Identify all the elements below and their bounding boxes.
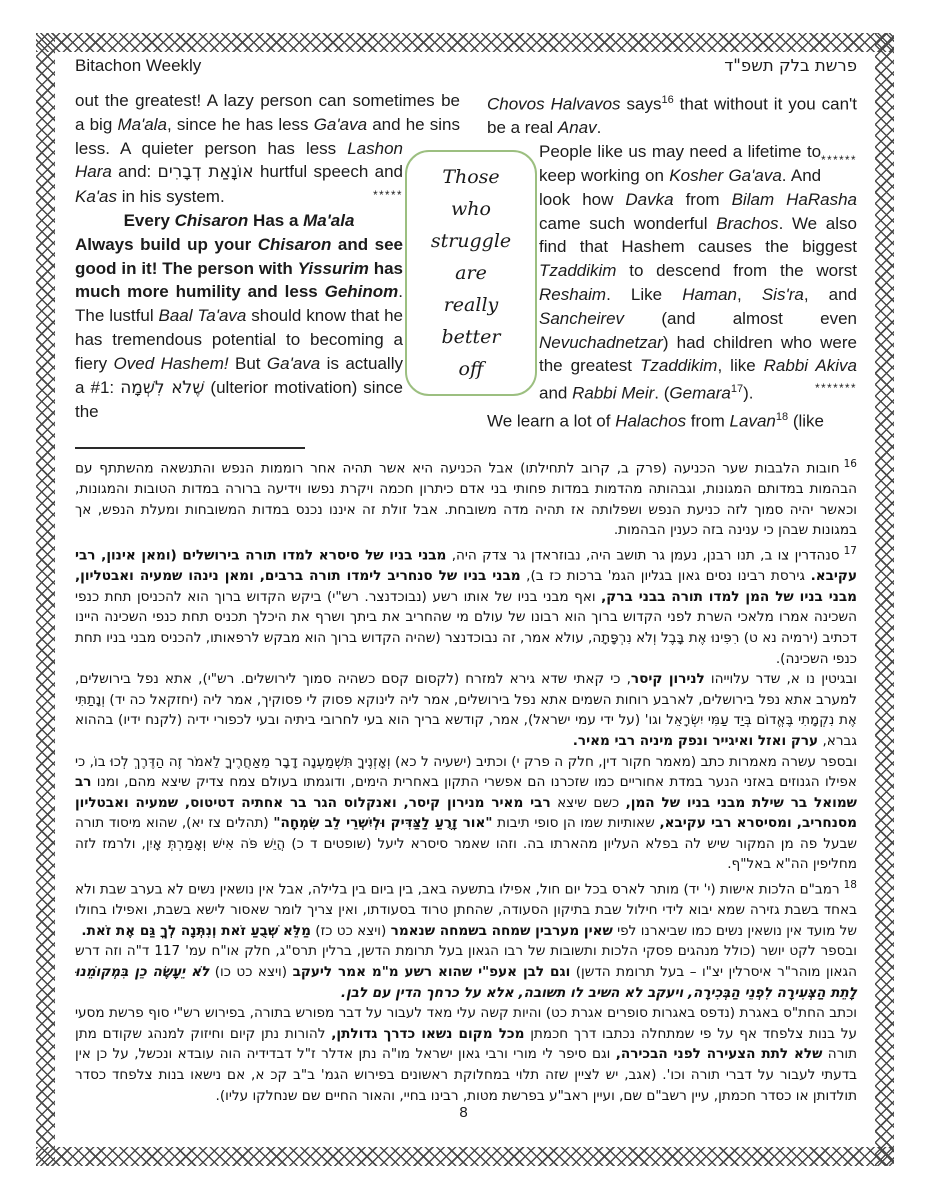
- text-run: . Like: [606, 285, 683, 305]
- paragraph: [75, 89, 460, 209]
- text-run: רב שמואל בר שילת מבני בניו של המן,: [75, 774, 857, 811]
- text-run: שלא לתת הצעירה לפני הבכירה,: [615, 1046, 823, 1063]
- text-run: (ויצא כט כז): [310, 922, 391, 939]
- text-run: Lashon Hara: [75, 138, 403, 182]
- text-run: ואף מבני בניו של אותו רשע (נבוכדנצר. רש"י) ביקש הקדוש ברוך הוא להכניסן תחת כנפי השכינה אמרו מלאכי השרת לפני הקדוש ברוך הוא רבונו של עולם מי שהחריב את ביתך ושרף את היכלך תכניס תחת כנפי השכינה היינו דכתיב (ירמיה נא ט) רִפִּינוּ אֶת בָּבֶל וְלֹא נִרְפָּתָה, עולא אמר, זה נבוכדנצר (שהיה הקדוש ברוך הוא מבקש לרפאותו, להכניס מבני בניו תחת כנפי השכינה).: [75, 588, 857, 667]
- text-run: (like: [788, 411, 825, 431]
- text-run: came such wonderful: [539, 213, 717, 233]
- text-run: גירסת רבינו נסים גאון בגליון הגמ' ברכות כז ב),: [520, 568, 811, 585]
- text-run: Chisaron: [257, 234, 332, 254]
- asterisk-divider: ******: [821, 155, 857, 167]
- page-content: [75, 55, 857, 1106]
- text-run: Nevuchadnetzar: [539, 332, 663, 352]
- text-run: Bilam HaRasha: [731, 189, 857, 209]
- pull-quote-line: really: [443, 294, 499, 316]
- asterisk-divider: *****: [373, 190, 403, 203]
- text-run: וגם סיפר לי מורי ורבי גאון ישראל מו"ה נתן אדלר ז"ל דבדידיה הוה עובדא ונכשל, על כן אין בדעתי לעבור על דברי תורה וכו'. (אגב, יש לציין שזה תלוי במחלוקת ראשונים בפירוש הגמ' ב"ב קכ א, אם נישאו בנות צלפחד כסדר תולדותן או כסדר חכמתן, עיין רשב"ם שם, ועיין ראב"ע בפרשת מטות, רבינו בחיי, והאור החיים שם שנחלקו עליו).: [75, 1046, 857, 1104]
- text-run: Kosher Ga'ava: [669, 166, 782, 186]
- body-columns: [75, 89, 857, 433]
- text-run: Has a: [248, 210, 304, 230]
- footnote-separator: [75, 447, 305, 449]
- text-run: מַלֵּא שְׁבֻעַ זֹאת וְנִתְּנָה לְךָ גַּם אֶת זֹאת.: [81, 922, 311, 939]
- pull-quote-line: struggle: [430, 230, 512, 252]
- footnote-paragraph: [75, 941, 857, 1003]
- text-run: in his system.: [117, 187, 225, 207]
- text-run: and:: [111, 162, 158, 182]
- text-run: from: [686, 411, 730, 431]
- text-run: Tzaddikim: [640, 356, 718, 376]
- text-run: Always build up your: [75, 234, 258, 254]
- text-run: Haman: [682, 285, 738, 305]
- text-run: .: [596, 118, 602, 138]
- page-header: [75, 55, 857, 77]
- text-run: Rabbi Akiva: [763, 356, 857, 376]
- text-run: שאין מערבין שמחה בשמחה שנאמר: [390, 922, 613, 939]
- footnote: [75, 454, 857, 541]
- text-run: וגם לבן אעפ"י שהוא רשע מ"מ אמר ליעקב: [292, 963, 571, 980]
- text-run: We learn a lot of: [487, 411, 616, 431]
- text-run: שאותיות שמו הן סופי תיבות: [492, 815, 660, 832]
- footnote: [75, 875, 857, 1106]
- text-run: Sancheirev: [539, 308, 625, 328]
- text-run: and see good in it! The person with: [75, 234, 403, 278]
- text-run: Halachos: [615, 411, 687, 431]
- text-run: that without it you can't be a real: [487, 94, 858, 138]
- text-run: Davka: [625, 189, 674, 209]
- text-run: מבני בניו של סנחריב לימדו תורה ברבים, ומאן נינהו שמעיה ואבטליון, מבני בניו של המן למדו תורה בבני ברק,: [75, 568, 857, 605]
- text-run: Chisaron: [174, 210, 249, 230]
- footnote-reference: 16: [661, 94, 674, 106]
- text-run: should know that he has tremendous potential to becoming a fiery: [75, 306, 403, 373]
- text-run: But: [228, 353, 267, 373]
- text-run: Gehinom: [324, 282, 399, 302]
- text-run: ובספר עשרה מאמרות כתב (מאמר חקור דין, חלק ה פרק י) וכתיב (ישעיה ל כא) וְאָזְנֶיךָ תִּשְׁמַעְנָה דָבָר מֵאַחֲרֶיךָ לֵאמֹר זֶה הַדֶּרֶךְ לְכוּ בוֹ, כי אפילו הגנוזים באזני הנער במדת אחוריים כמו שזכרנו הם אפשרי התקון באחרית הימים, ודוגמתו בעולם צמח צדיק שיצא מהם, ומנו: [75, 753, 857, 791]
- text-run: Tzaddikim: [539, 261, 617, 281]
- paragraph: [75, 233, 460, 424]
- pull-quote-line: Those: [442, 166, 500, 188]
- text-run: Yissurim: [297, 258, 369, 278]
- text-run: Ga'ava: [266, 353, 321, 373]
- text-run: . The lustful: [75, 282, 403, 326]
- text-run: to descend from the worst: [616, 261, 857, 281]
- text-run: Rabbi Meir: [572, 383, 655, 403]
- text-run: ) had children who were the greatest: [539, 332, 857, 376]
- left-column: [75, 89, 460, 433]
- paragraph: [487, 406, 857, 433]
- header-parsha: פרשת בלק תשפ"ד: [724, 56, 857, 75]
- right-column: [487, 89, 857, 433]
- footnote-number: 18: [843, 879, 857, 892]
- text-run: וכתב החת"ס באגרת (נדפס באגרות סופרים אגרת כט) והיות קשה עלי מאד לעבור על דבר מפורש בתורה, בפירוש רש"י סוף פרשת מסעי על בנות צלפחד אף על פי שמתחלה נכתבו דרך חכמתן: [75, 1005, 858, 1042]
- footnote-reference: 17: [730, 383, 744, 396]
- footnote: [75, 541, 857, 875]
- text-run: . We also find that Hashem causes the biggest: [539, 213, 857, 257]
- text-run: רבי מאיר מנירון קיסר, ואנקלוס הגר בר אחתיה דטיטוס, שמעיה ואבטליון מסנחריב, ומסיסרא רבי עקיבא,: [75, 794, 858, 832]
- footnote-text: [75, 882, 857, 939]
- pull-quote-box: [405, 150, 537, 396]
- decorative-border-bottom: [36, 1147, 894, 1166]
- text-run: Lavan: [729, 411, 776, 431]
- text-run: is actually a #1:: [75, 353, 403, 397]
- text-run: מכל מקום נשאו כדרך גדולתן,: [331, 1025, 525, 1042]
- text-run: and: [539, 383, 573, 403]
- text-run: רמב"ם הלכות אישות (י' יד) מותר לארס בכל יום חול, אפילו בתשעה באב, בין ביום בין בלילה, אבל אין נושאין נשים לא בערב שבת ולא באחד בשבת גזירה שמא יבוא לידי חילול שבת בתיקון הסעודה, שהחתן טרוד בסעודתו, ואין צריך לומר שאסור לישא בשבת, ואפילו בחולו של מועד אין נושאין נשים כמו שביארנו לפי: [75, 881, 857, 939]
- text-run: Gemara: [669, 383, 731, 403]
- footnote-paragraph: [75, 541, 857, 669]
- footnote-number: 17: [843, 545, 857, 558]
- text-run: , and: [803, 285, 858, 305]
- text-run: ובספר לקט יושר (כולל מנהגים פסקי הלכות ותשובות של רבו הגאון בעל תרומת הדשן, ברלין תרס"ג, חלק או"ח עמ' 117 ד"ה וזה דרש הגאון מוהר"ר איסרלין יצ"ו – בעל תרומת הדשן): [75, 943, 857, 980]
- text-run: כשם שיצא: [550, 794, 626, 811]
- text-run: ויעקב לא השיב לו תשובה, אלא על כרחך הדין עם לבן.: [340, 984, 688, 1001]
- text-run: Baal Ta'ava: [158, 306, 247, 326]
- text-run: , since he has less: [167, 114, 314, 134]
- text-run: has much more humility and less: [75, 258, 403, 302]
- text-run: out the greatest! A lazy person can sometimes be a big: [75, 91, 460, 134]
- text-run: says: [620, 94, 662, 114]
- footnote-paragraph: [75, 752, 857, 876]
- text-run: Anav: [557, 118, 597, 138]
- text-run: Every: [123, 210, 175, 230]
- text-run: Ma'ala: [303, 210, 355, 230]
- text-run: אוֹנָאַת דְבָרִים: [157, 162, 254, 183]
- decorative-border-top: [36, 33, 894, 52]
- text-run: and he sins less. A quieter person has less: [75, 114, 460, 158]
- text-run: (תהלים צז יא), שהוא מיסוד תורה שבעל פה מן המקור שיש לה בפלא העליון מהארתו בה. וזהו שאמר סיסרא ליעל (שופטים ד כ) הֲיֵשׁ פֹּה אִישׁ וְאָמַרְתְּ אָיִן, ולרמז לזה מחליפין הה"א באל"ף.: [75, 815, 857, 873]
- text-run: ובגיטין נו א, שדר עלוייהו: [704, 671, 858, 688]
- text-run: , like: [717, 356, 764, 376]
- footnotes-section: [75, 454, 857, 1106]
- asterisk-divider: *******: [815, 383, 857, 396]
- text-run: from: [673, 189, 732, 209]
- footnote-paragraph: [75, 875, 857, 941]
- footnote-reference: 18: [775, 410, 789, 423]
- text-run: ).: [743, 383, 754, 403]
- text-run: (ulterior motivation) since the: [75, 377, 403, 422]
- footnote-text: [75, 548, 857, 667]
- footnote-paragraph: [75, 669, 857, 751]
- pull-quote-line: who: [451, 198, 491, 220]
- text-run: ערק ואזל ואיגייר ונפק מיניה רבי מאיר.: [572, 732, 819, 749]
- text-run: חובות הלבבות שער הכניעה (פרק ב, קרוב לתחילתו) אבל הכניעה היא אשר תהיה אחר רוממות הנפש והתנשאה מהשתתף עם הבהמות במדותם המגונות, וגבהותה מהדמות במדות פחותי בני אדם כיתרון חכמה ויקרת נפשו וידיעה ברורה במדות הטובות והמגונות, וכאשר יהיה סמוך לזה כניעת הנפש ושפלותה אז תהיה מדה משובחת. אבל זולת זה איננו נכנס במדות המשובחות ומעלת הנפש, אך במגונות שבהן כי ענינה בזה כענין הבהמות.: [75, 460, 857, 539]
- text-run: סנהדרין צו ב, תנו רבנן, נעמן גר תושב היה, נבוזראדן גר צדק היה,: [446, 547, 840, 564]
- paragraph: [487, 140, 857, 405]
- footnote-paragraph: [75, 1003, 857, 1106]
- text-run: hurtful speech and: [253, 162, 403, 182]
- footnote-text: [75, 461, 857, 539]
- text-run: Ga'ava: [313, 114, 368, 134]
- header-title: Bitachon Weekly: [75, 56, 202, 75]
- text-run: ,: [737, 285, 762, 305]
- text-run: Reshaim: [539, 285, 607, 305]
- text-run: Oved Hashem!: [113, 353, 229, 373]
- text-run: להורות נתן קיום וחיזוק למנהג שקודם מתן תורה: [75, 1025, 858, 1063]
- footnote-number: 16: [843, 458, 857, 471]
- text-run: Chovos Halvavos: [487, 94, 621, 114]
- text-run: Brachos: [716, 213, 779, 233]
- decorative-border-right: [875, 33, 894, 1166]
- footnote-paragraph: [75, 454, 857, 541]
- text-run: Ma'ala: [117, 114, 167, 134]
- text-run: לֹא יֵעָשֶׂה כֵן בִּמְקוֹמֵנוּ לָתֵת הַצְּעִירָה לִפְנֵי הַבְּכִירָה,: [75, 963, 857, 1001]
- text-run: People like us may need a lifetime to keep working on: [539, 142, 822, 186]
- text-run: לנירון קיסר: [630, 671, 705, 688]
- text-run: שֶׁלֹא לִשְׁמָה: [120, 377, 205, 398]
- text-run: (and almost even: [624, 308, 857, 328]
- text-run: "אור זָרֻעַ לַצַּדִּיק וּלְיִשְׁרֵי לֵב שִׂמְחָה": [273, 815, 493, 832]
- text-run: Ka'as: [75, 187, 117, 207]
- text-run: . (: [654, 383, 670, 403]
- pull-quote-line: off: [458, 358, 484, 380]
- text-run: , כי קאתי שדא גירא למזרח (לקסום קסם כשהיה סמוך לירושלים. רש"י), אתא נפל בירושלים, למערב אתא נפל בירושלים, לארבע רוחות השמים אתא נפל בירושלים, אמר ליה לינוקא פסוק לי פסוקיך, אמר ליה (יחזקאל כה יד) וְנָתַתִּי אֶת נִקְמָתִי בֶּאֱדוֹם בְּיַד עַמִּי יִשְׂרָאֵל וגו' (על ידי עמי ישראל), אמר, קודשא בריך הוא בעי לחרובי ביתיה ובעי לכפורי ידיה (לקנח ידיו) בההוא גברא,: [75, 671, 857, 749]
- text-run: Sis'ra: [761, 285, 804, 305]
- text-run: (ויצא כט כו): [209, 963, 293, 980]
- page-number: 8: [459, 1104, 468, 1121]
- text-run: מבני בניו של סיסרא למדו תורה בירושלים (ומאן אינון, רבי עקיבא.: [75, 547, 857, 585]
- decorative-border-left: [36, 33, 55, 1166]
- pull-quote-line: better: [441, 326, 501, 348]
- text-run: . And look how: [539, 166, 822, 209]
- pull-quote-line: are: [455, 262, 487, 284]
